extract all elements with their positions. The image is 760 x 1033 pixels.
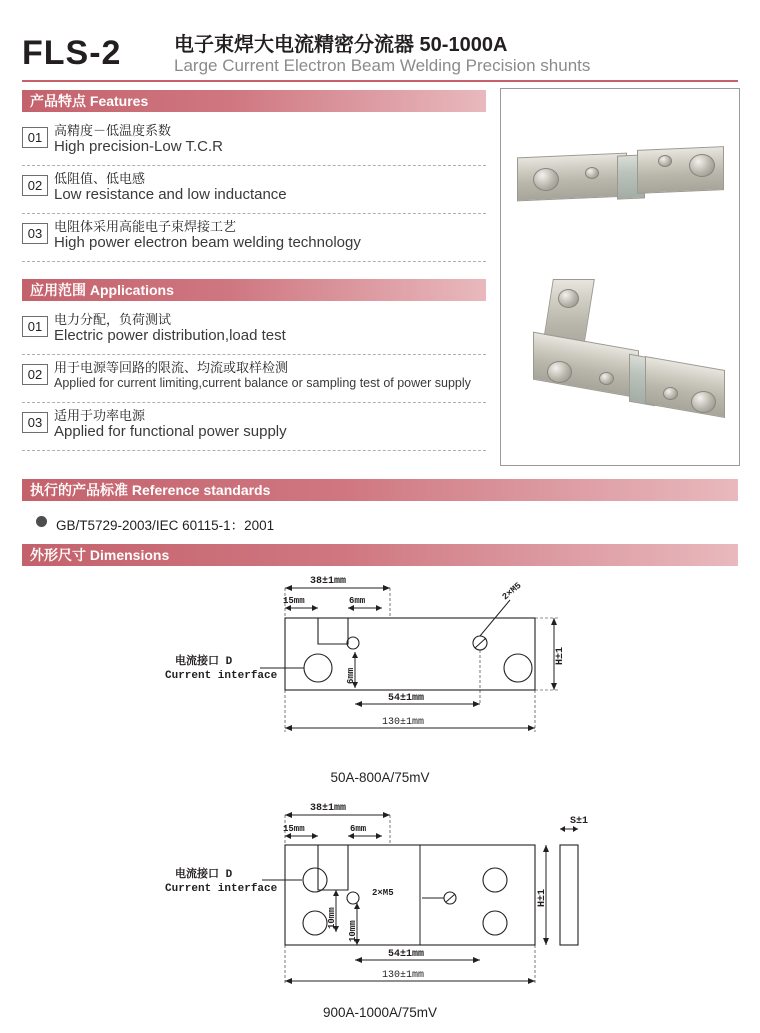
item-text-en: Applied for current limiting,current balance or sampling test of power supply bbox=[54, 376, 471, 390]
list-item bbox=[22, 166, 486, 214]
dimensions-section-bar bbox=[22, 544, 738, 566]
features-section-bar bbox=[22, 90, 486, 112]
drawing-2-caption: 900A-1000A/75mV bbox=[322, 1005, 438, 1020]
item-text-en: Applied for functional power supply bbox=[54, 423, 287, 440]
bullet-icon bbox=[36, 516, 47, 527]
label-mid-width: 54±1mm bbox=[388, 949, 425, 960]
label-port-en: Current interface bbox=[165, 883, 278, 895]
label-slot-width: 6mm bbox=[349, 596, 366, 606]
list-item bbox=[22, 403, 486, 451]
mounting-hole bbox=[663, 387, 678, 400]
item-text-en: Low resistance and low inductance bbox=[54, 186, 287, 203]
label-total-width: 130±1mm bbox=[382, 717, 425, 728]
features-bar-label-en: Features bbox=[89, 93, 149, 109]
item-text-cn: 高精度－低温度系数 bbox=[54, 123, 172, 138]
standards-bar-label-cn: 执行的产品标准 bbox=[30, 482, 128, 498]
label-port-en: Current interface bbox=[165, 670, 278, 682]
item-number: 03 bbox=[22, 223, 48, 244]
product-photo-bent-shunt bbox=[511, 279, 726, 444]
mounting-hole bbox=[547, 361, 572, 383]
list-item bbox=[22, 355, 486, 403]
item-text-en: High precision-Low T.C.R bbox=[54, 138, 223, 155]
list-item bbox=[22, 214, 486, 262]
applications-bar-label-cn: 应用范围 bbox=[30, 282, 86, 298]
dimension-drawing-1 bbox=[150, 570, 610, 770]
item-text-en: Electric power distribution,load test bbox=[54, 327, 286, 344]
label-thread: 2×M5 bbox=[372, 888, 394, 898]
mounting-hole bbox=[558, 289, 579, 308]
label-top-width: 38±1mm bbox=[310, 576, 347, 587]
label-thread: 2×M5 bbox=[500, 580, 524, 603]
item-number: 03 bbox=[22, 412, 48, 433]
page-header bbox=[22, 20, 738, 80]
label-slot-h2: 10mm bbox=[348, 920, 358, 942]
mounting-hole bbox=[533, 168, 559, 191]
standards-section-bar bbox=[22, 479, 738, 501]
label-thickness: S±1 bbox=[570, 816, 589, 827]
item-number: 02 bbox=[22, 175, 48, 196]
product-title-en: Large Current Electron Beam Welding Precision shunts bbox=[174, 56, 591, 75]
label-slot-h1: 10mm bbox=[327, 907, 337, 929]
mounting-hole bbox=[691, 391, 716, 413]
item-text-cn: 用于电源等回路的限流、均流或取样检测 bbox=[54, 360, 289, 375]
dimension-drawing-2 bbox=[150, 795, 610, 1000]
item-text-en: High power electron beam welding technology bbox=[54, 234, 361, 251]
label-port-cn: 电流接口 D bbox=[175, 869, 233, 881]
standards-text: GB/T5729-2003/IEC 60115-1：2001 bbox=[56, 518, 275, 533]
product-photo-straight-shunt bbox=[517, 137, 722, 215]
product-title-cn: 电子束焊大电流精密分流器 50-1000A bbox=[174, 34, 508, 56]
label-slot-height: 6mm bbox=[346, 667, 356, 684]
list-item bbox=[22, 118, 486, 166]
dimension-drawing-1-svg bbox=[150, 570, 610, 770]
item-text-cn: 电力分配，负荷测试 bbox=[54, 312, 172, 327]
label-mid-width: 54±1mm bbox=[388, 693, 425, 704]
mounting-hole bbox=[689, 154, 715, 177]
features-bar-label-cn: 产品特点 bbox=[30, 93, 86, 109]
header-divider bbox=[22, 80, 738, 82]
dimensions-bar-label-en: Dimensions bbox=[89, 547, 170, 563]
list-item bbox=[22, 307, 486, 355]
product-model: FLS-2 bbox=[22, 34, 122, 72]
applications-list bbox=[22, 307, 486, 451]
product-photo-panel bbox=[500, 88, 740, 466]
item-text-cn: 电阻体采用高能电子束焊接工艺 bbox=[54, 219, 237, 234]
mounting-hole bbox=[658, 155, 672, 167]
applications-bar-label-en: Applications bbox=[89, 282, 174, 298]
mounting-hole bbox=[599, 372, 614, 385]
label-slot-width: 6mm bbox=[350, 824, 367, 834]
dimensions-bar-label-cn: 外形尺寸 bbox=[30, 547, 86, 563]
dimension-drawing-2-svg bbox=[150, 795, 610, 1000]
features-list bbox=[22, 118, 486, 262]
item-number: 01 bbox=[22, 316, 48, 337]
label-left-offset: 15mm bbox=[283, 824, 305, 834]
label-total-width: 130±1mm bbox=[382, 970, 425, 981]
applications-section-bar bbox=[22, 279, 486, 301]
item-number: 01 bbox=[22, 127, 48, 148]
label-top-width: 38±1mm bbox=[310, 803, 347, 814]
label-height: H±1 bbox=[537, 888, 548, 907]
item-number: 02 bbox=[22, 364, 48, 385]
label-height: H±1 bbox=[555, 646, 566, 665]
item-text-cn: 低阻值、低电感 bbox=[54, 171, 146, 186]
label-port-cn: 电流接口 D bbox=[175, 656, 233, 668]
item-text-cn: 适用于功率电源 bbox=[54, 408, 146, 423]
label-left-offset: 15mm bbox=[283, 596, 305, 606]
standards-bar-label-en: Reference standards bbox=[131, 482, 271, 498]
mounting-hole bbox=[585, 167, 599, 179]
drawing-1-caption: 50A-800A/75mV bbox=[330, 770, 430, 785]
